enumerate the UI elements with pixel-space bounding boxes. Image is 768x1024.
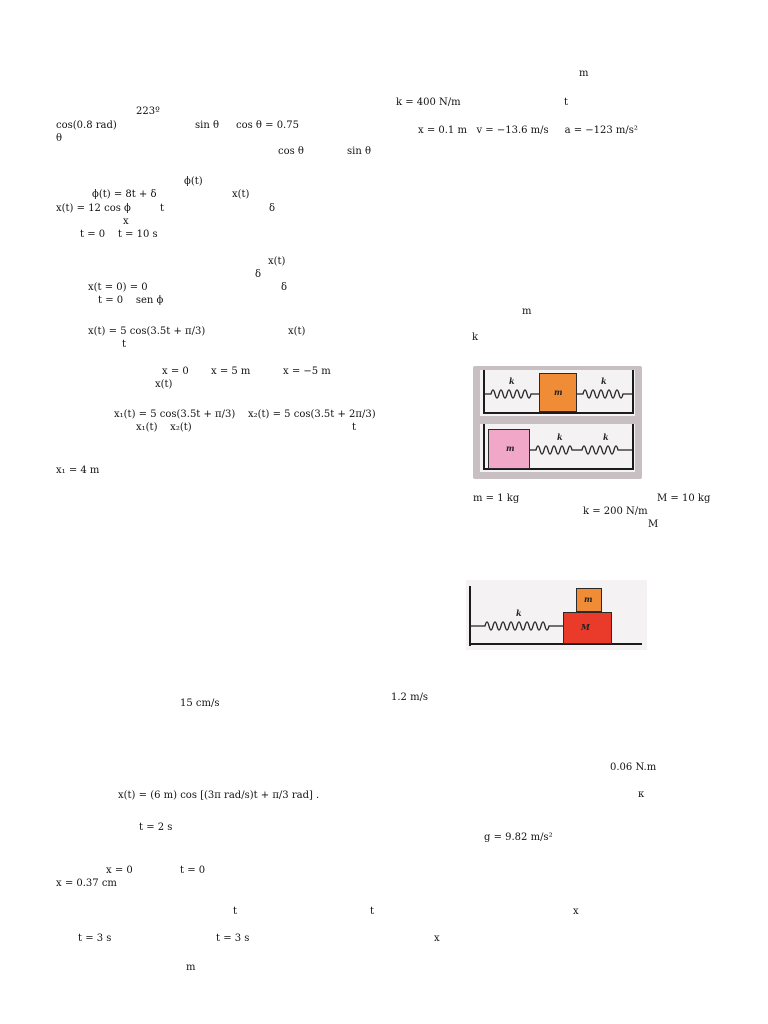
spring-right-top [577, 386, 633, 402]
position-equation-3: x(t) = (6 m) cos [(3π rad/s)t + π/3 rad] . [118, 790, 320, 801]
x-zero: x = 0 [162, 366, 189, 377]
spring-right-top-label: k [601, 376, 607, 386]
floor-fig2 [469, 643, 642, 645]
wall-left-bottom [483, 424, 485, 470]
initial-condition: x(t = 0) = 0 [88, 282, 148, 293]
stacked-blocks-figure [466, 580, 647, 650]
delta-symbol-3: δ [281, 282, 288, 293]
springs-bottom [530, 442, 632, 458]
x-displacement: x = 0.37 cm [56, 878, 117, 889]
torque-constant: 0.06 N.m [610, 762, 657, 773]
mass-symbol-r2: m [522, 306, 532, 317]
x-minus-five: x = −5 m [283, 366, 331, 377]
phase-function: ϕ(t) [184, 176, 203, 187]
spring-fig2 [471, 618, 563, 634]
x-variable-r2: x [434, 933, 440, 944]
time-interval: t = 0 t = 10 s [80, 229, 158, 240]
mass-block-top-label: m [554, 387, 563, 397]
spring-b-bottom-label: k [603, 432, 609, 442]
x-zero-2: x = 0 [106, 865, 133, 876]
delta-symbol: δ [269, 203, 276, 214]
time-three: t = 3 s [78, 933, 112, 944]
large-mass-symbol: M [648, 519, 659, 530]
time-variable-r: t [564, 97, 569, 108]
position-function-4: x(t) [155, 379, 173, 390]
sen-phi: t = 0 sen ϕ [98, 295, 164, 306]
sin-theta: sin θ [195, 120, 219, 131]
mass-block-bottom-label: m [506, 443, 515, 453]
time-variable-4: t [233, 906, 238, 917]
sin-theta-2: sin θ [347, 146, 371, 157]
position-equation: x(t) = 12 cos ϕ [56, 203, 131, 214]
spring-a-bottom-label: k [557, 432, 563, 442]
x-variable: x [123, 216, 129, 227]
large-block-label: M [581, 622, 590, 632]
time-two: t = 2 s [139, 822, 173, 833]
state-values: x = 0.1 m v = −13.6 m/s a = −123 m/s² [418, 125, 638, 136]
spring-constant: k = 400 N/m [396, 97, 461, 108]
time-three-2: t = 3 s [216, 933, 250, 944]
small-block-label: m [584, 594, 593, 604]
t-zero: t = 0 [180, 865, 206, 876]
large-mass: M = 10 kg [657, 493, 711, 504]
velocity-value-2: 1.2 m/s [391, 692, 429, 703]
wall-right-bottom [632, 424, 634, 470]
delta-symbol-2: δ [255, 269, 262, 280]
spring-left-top [485, 386, 541, 402]
two-oscillators: x₁(t) = 5 cos(3.5t + π/3) x₂(t) = 5 cos(3.5t + 2π/3) [114, 409, 376, 420]
spring-mass-figure-1 [473, 366, 642, 479]
spring-fig2-label: k [516, 608, 522, 618]
figure-2-background [466, 580, 647, 650]
spring-left-top-label: k [509, 376, 515, 386]
x-five: x = 5 m [211, 366, 251, 377]
position-function-2: x(t) [268, 256, 286, 267]
x-variable-r: x [573, 906, 579, 917]
position-function-3: x(t) [288, 326, 306, 337]
cos-expression: cos(0.8 rad) [56, 120, 117, 131]
angle-value: 223º [136, 106, 160, 117]
position-function: x(t) [232, 189, 250, 200]
time-variable: t [160, 203, 165, 214]
time-variable-5: t [370, 906, 375, 917]
velocity-value: 15 cm/s [180, 698, 220, 709]
small-mass: m = 1 kg [473, 493, 520, 504]
oscillator-functions: x₁(t) x₂(t) [136, 422, 192, 433]
mass-symbol-r: m [579, 68, 589, 79]
mass-symbol: m [186, 962, 196, 973]
kappa-symbol: κ [638, 789, 645, 800]
wall-left-fig2 [469, 586, 471, 646]
floor-top [483, 412, 634, 414]
theta-symbol: θ [56, 133, 63, 144]
time-variable-2: t [122, 339, 127, 350]
spring-constant-2: k = 200 N/m [583, 506, 648, 517]
cos-theta: cos θ [278, 146, 304, 157]
phase-equation: ϕ(t) = 8t + δ [92, 189, 157, 200]
cos-theta-value: cos θ = 0.75 [236, 120, 299, 131]
gravity-value: g = 9.82 m/s² [484, 832, 553, 843]
spring-symbol: k [472, 332, 479, 343]
time-variable-3: t [352, 422, 357, 433]
position-equation-2: x(t) = 5 cos(3.5t + π/3) [88, 326, 206, 337]
x1-value: x₁ = 4 m [56, 465, 100, 476]
